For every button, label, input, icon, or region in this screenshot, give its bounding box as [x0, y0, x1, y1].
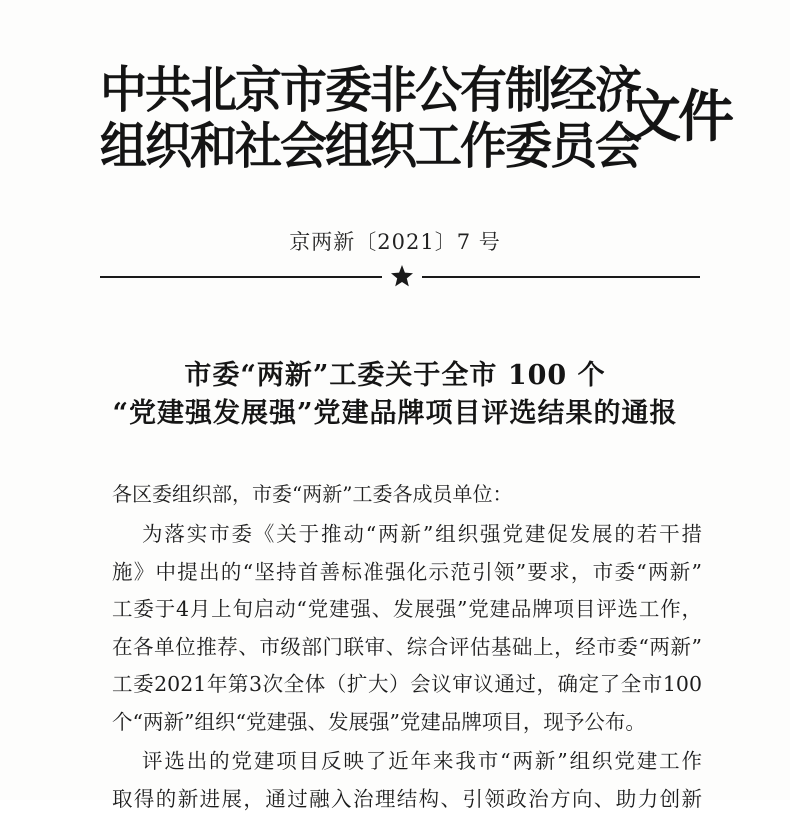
paragraph-2 — [112, 743, 712, 818]
header-divider — [100, 266, 700, 286]
organization-name-line-2: 组织和社会组织工作委员会 — [100, 118, 640, 177]
salutation: 各区委组织部，市委“两新”工委各成员单位： — [112, 476, 712, 512]
issuing-organization — [100, 62, 640, 174]
paragraph-line: 工委2021年第3次全体（扩大）会议审议通过，确定了全市100 — [112, 666, 702, 704]
document-number: 京两新〔2021〕7 号 — [0, 226, 790, 256]
star-icon — [390, 264, 414, 288]
divider-line-right — [422, 276, 700, 278]
paragraph-line: 取得的新进展，通过融入治理结构、引领政治方向、助力创新 — [112, 781, 702, 818]
divider-line-left — [100, 276, 382, 278]
document-type-label: 文件 — [625, 86, 731, 150]
paragraph-line: 个“两新”组织“党建强、发展强”党建品牌项目，现予公布。 — [112, 704, 702, 742]
document-header — [100, 62, 740, 182]
paragraph-line: 在各单位推荐、市级部门联审、综合评估基础上，经市委“两新” — [112, 629, 702, 667]
document-title — [0, 357, 790, 433]
title-line-2: “党建强发展强”党建品牌项目评选结果的通报 — [0, 395, 790, 433]
document-body — [112, 476, 712, 818]
organization-name-line-1: 中共北京市委非公有制经济 — [100, 62, 640, 121]
paragraph-line: 工委于4月上旬启动“党建强、发展强”党建品牌项目评选工作， — [112, 591, 702, 629]
title-line-1: 市委“两新”工委关于全市 100 个 — [0, 357, 790, 395]
paragraph-1 — [112, 516, 712, 741]
paragraph-line: 为落实市委《关于推动“两新”组织强党建促发展的若干措 — [112, 516, 702, 554]
paragraph-line: 评选出的党建项目反映了近年来我市“两新”组织党建工作 — [112, 743, 702, 781]
paragraph-line: 施》中提出的“坚持首善标准强化示范引领”要求，市委“两新” — [112, 554, 702, 592]
